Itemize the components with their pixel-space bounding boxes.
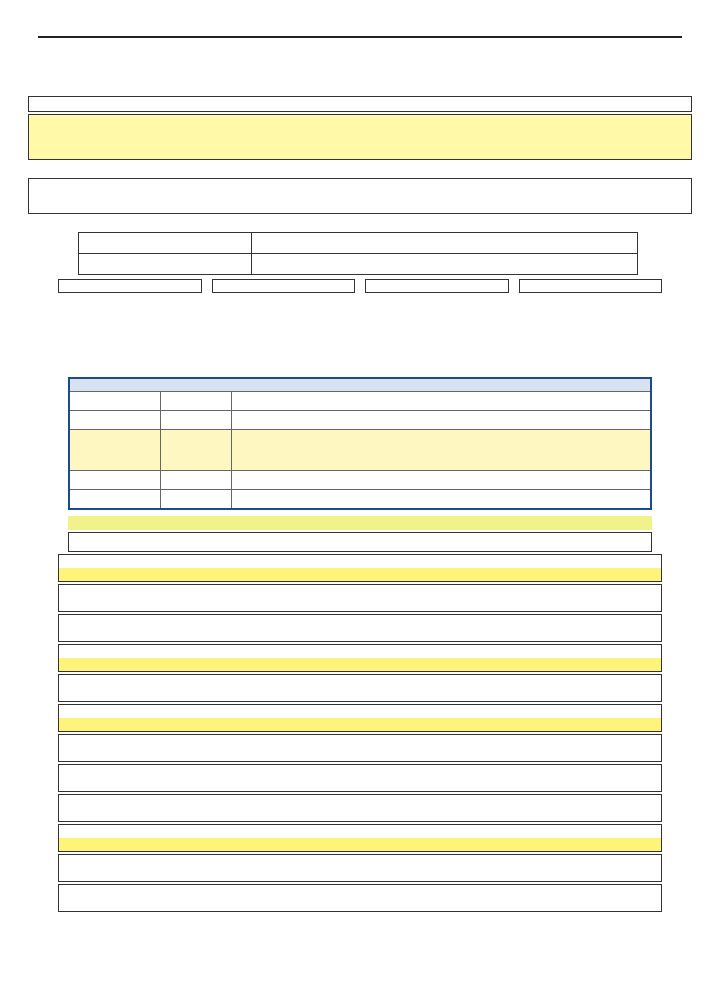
- qa-question: [59, 795, 661, 808]
- qa-answer: [59, 658, 661, 671]
- qa-question: [59, 825, 661, 838]
- flow-step: [212, 279, 356, 293]
- cell: [232, 392, 650, 410]
- flow-step: [519, 279, 663, 293]
- section-body: [28, 309, 692, 373]
- qa-banner: [68, 516, 652, 530]
- cell: [232, 471, 650, 489]
- section: [8, 164, 712, 214]
- document-header: [8, 4, 712, 14]
- qa-question: [59, 765, 661, 778]
- cell: [70, 471, 161, 489]
- qa-question: [59, 645, 661, 658]
- section-body: [29, 179, 691, 213]
- section-label: [8, 164, 68, 174]
- qa-answer: [59, 628, 661, 641]
- qa-item: [58, 614, 662, 642]
- cell: [161, 392, 232, 410]
- qa-answer: [59, 778, 661, 791]
- qa-answer: [59, 838, 661, 851]
- qa-item: [58, 764, 662, 792]
- qa-question: [59, 555, 661, 568]
- reference-row: [70, 410, 650, 429]
- qa-item: [58, 824, 662, 852]
- section: [8, 297, 712, 373]
- qa-question: [59, 675, 661, 688]
- cell: [161, 430, 232, 470]
- flow-step: [58, 279, 202, 293]
- document-title: [38, 18, 682, 38]
- cell: [70, 490, 161, 508]
- section-body: [29, 97, 691, 111]
- qa-answer: [59, 598, 661, 611]
- qa-item: [58, 644, 662, 672]
- qa-question: [59, 885, 661, 898]
- section-label: [8, 82, 68, 92]
- qa-note: [68, 532, 652, 552]
- reference-row: [70, 470, 650, 489]
- cell: [232, 411, 650, 429]
- reference-title: [70, 379, 650, 391]
- qa-question: [59, 585, 661, 598]
- cell: [161, 490, 232, 508]
- qa-item: [58, 854, 662, 882]
- qa-item: [58, 734, 662, 762]
- qa-answer: [59, 688, 661, 701]
- qa-item: [58, 794, 662, 822]
- qa-answer: [59, 568, 661, 581]
- cell: [70, 430, 161, 470]
- flow-step: [365, 279, 509, 293]
- reference-row: [70, 429, 650, 470]
- section-box: [28, 96, 692, 112]
- cell: [70, 392, 161, 410]
- cell: [232, 430, 650, 470]
- reference-row: [70, 391, 650, 410]
- qa-question: [59, 735, 661, 748]
- qa-item: [58, 704, 662, 732]
- reference-row: [70, 489, 650, 508]
- section-label: [8, 297, 68, 307]
- cell: [161, 411, 232, 429]
- qa-list: [8, 554, 712, 912]
- cell: [70, 411, 161, 429]
- reference-table: [68, 377, 652, 510]
- qa-item: [58, 554, 662, 582]
- qa-answer: [59, 748, 661, 761]
- section-box: [28, 178, 692, 214]
- qa-answer: [59, 898, 661, 911]
- qa-question: [59, 705, 661, 718]
- intro-text: [48, 42, 672, 62]
- qa-answer: [59, 718, 661, 731]
- cell: [161, 471, 232, 489]
- info-table: [78, 232, 638, 275]
- qa-answer: [59, 808, 661, 821]
- cell: [232, 490, 650, 508]
- section: [8, 82, 712, 160]
- section-label: [8, 218, 68, 228]
- qa-item: [58, 884, 662, 912]
- qa-question: [59, 615, 661, 628]
- qa-item: [58, 584, 662, 612]
- process-flow: [58, 279, 662, 293]
- qa-question: [59, 855, 661, 868]
- qa-item: [58, 674, 662, 702]
- section: [8, 218, 712, 275]
- qa-answer: [59, 868, 661, 881]
- highlight-box: [28, 114, 692, 160]
- document-subtitle: [188, 66, 532, 78]
